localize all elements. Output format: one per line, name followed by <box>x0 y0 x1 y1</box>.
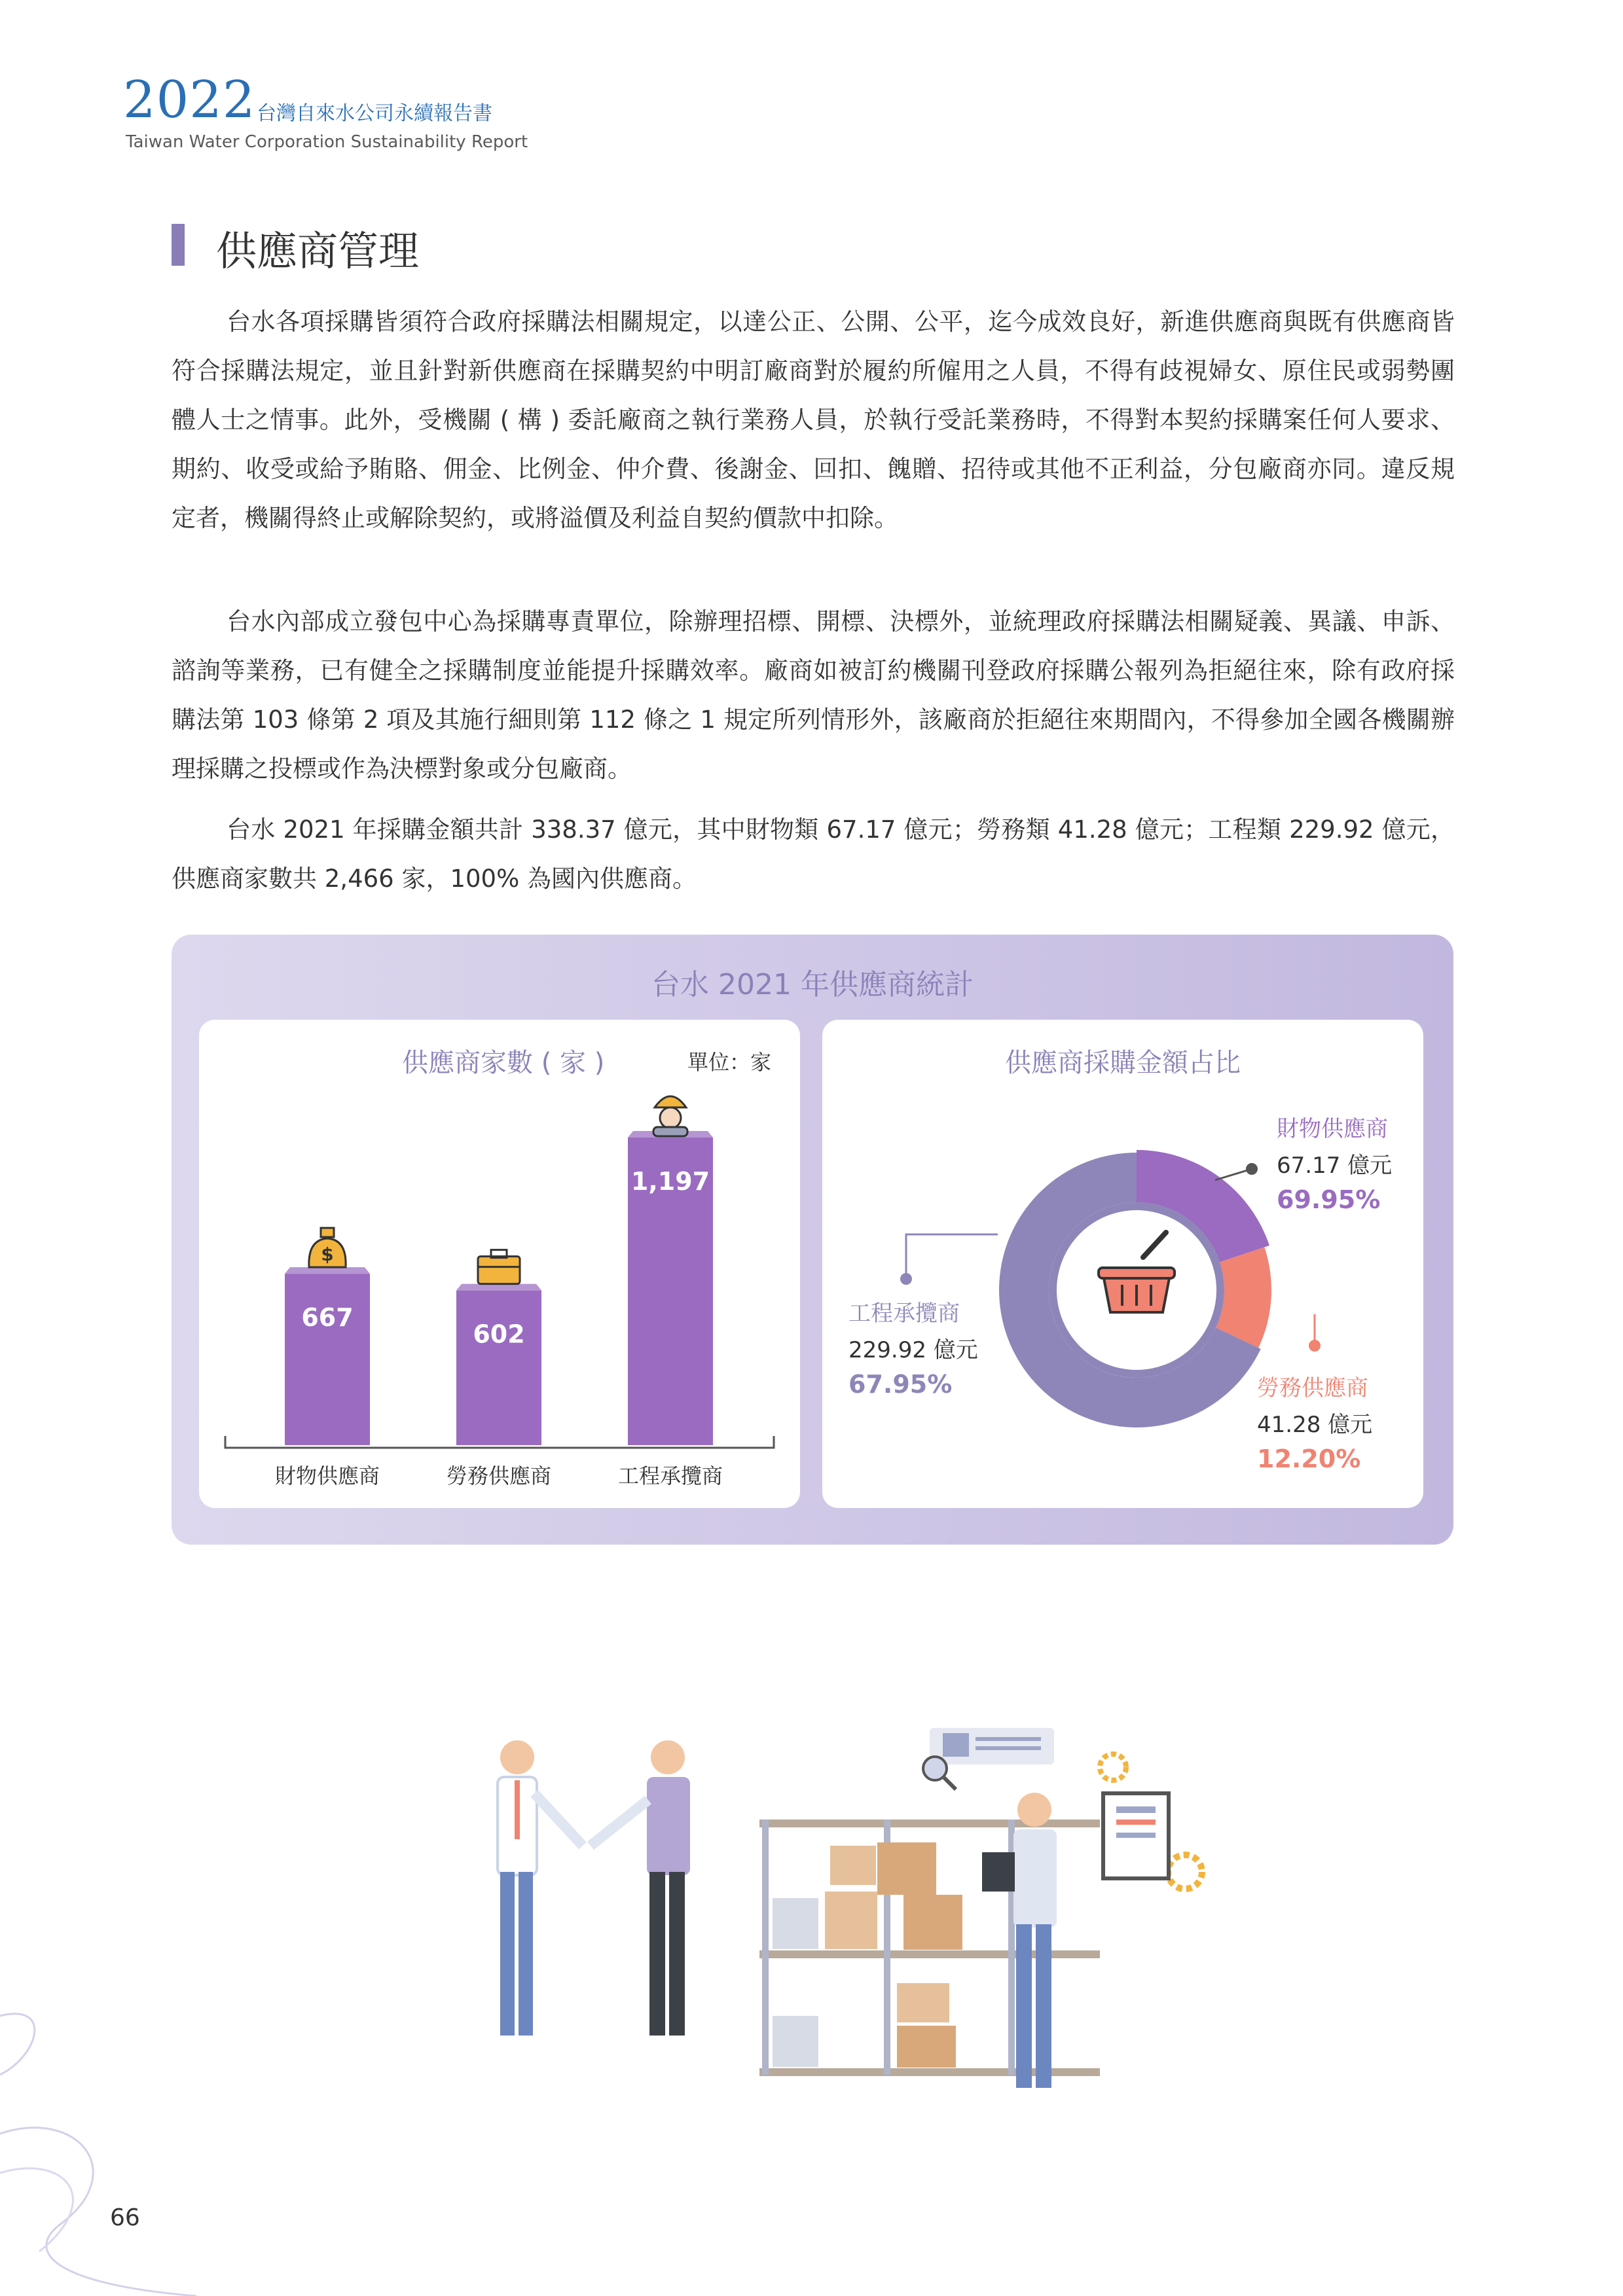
bar-value-label: 1,197 <box>630 1167 710 1196</box>
document-search-icon <box>923 1728 1054 1789</box>
report-title-zh: 台灣自來水公司永續報告書 <box>257 102 492 125</box>
bar-1 <box>285 1274 370 1445</box>
pie-chart-panel <box>822 1020 1423 1508</box>
purchase-share-donut-chart <box>822 1020 1423 1508</box>
slice-percent-label: 12.20% <box>1257 1444 1361 1473</box>
page-number: 66 <box>110 2204 140 2231</box>
pie-chart-title: 供應商採購金額占比 <box>1005 1048 1241 1078</box>
worker-helmet-icon <box>653 1096 687 1136</box>
business-handshake-warehouse-illustration <box>471 1728 1231 2134</box>
section-marker <box>172 224 185 266</box>
slice-percent-label: 69.95% <box>1277 1185 1381 1214</box>
slice-name-label: 工程承攬商 <box>848 1300 960 1327</box>
paragraph-2: 台水內部成立發包中心為採購專責單位，除辦理招標、開標、決標外，並統理政府採購法相關疑義、異議、申訴、諮詢等業務，已有健全之採購制度並能提升採購效率。廠商如被訂約機關刊登政府採購公報列為拒絕往來，除有政府採購法第 103 條第 2 項及其施行細則第 112 條之 1 規定所列情形外，該廠商於拒絕往來期間內，不得參加全國各機關辦理採購之投標或作為決標對象或分包廠商。 <box>172 607 1455 783</box>
bar-chart-title: 供應商家數 ( 家 ) <box>402 1048 605 1078</box>
leader-line <box>1215 1169 1252 1180</box>
businessman-right-icon <box>591 1740 690 2036</box>
slice-percent-label: 67.95% <box>848 1370 953 1399</box>
briefcase-icon <box>478 1250 520 1284</box>
supplier-stats-box <box>172 935 1453 1545</box>
bar-top-1 <box>285 1267 370 1274</box>
bar-category-label: 工程承攬商 <box>617 1463 723 1488</box>
slice-name-label: 財物供應商 <box>1277 1116 1388 1142</box>
paragraph-3: 台水 2021 年採購金額共計 338.37 億元，其中財物類 67.17 億元；勞務類 41.28 億元；工程類 229.92 億元，供應商家數共 2,466 家，100% 為國內供應商。 <box>172 816 1455 893</box>
slice-amount-label: 229.92 億元 <box>848 1337 978 1363</box>
supplier-count-bar-chart <box>199 1020 800 1508</box>
report-year: 2022 <box>123 71 256 130</box>
paragraph-1: 台水各項採購皆須符合政府採購法相關規定，以達公正、公開、公平，迄今成效良好，新進供應商與既有供應商皆符合採購法規定，並且針對新供應商在採購契約中明訂廠商對於履約所僱用之人員，不得有歧視婦女、原住民或弱勢團體人士之情事。此外，受機關 ( 構 ) 委託廠商之執行業務人員，於執行受託業務時，不得對本契約採購案任何人要求、期約、收受或給予賄賂、佣金、比例金、仲介費、後謝金、回扣、餽贈、招待或其他不正利益，分包廠商亦同。違反規定者，機關得終止或解除契約，或將溢價及利益自契約價款中扣除。 <box>172 308 1455 532</box>
report-title-en: Taiwan Water Corporation Sustainability Report <box>126 132 528 152</box>
leader-line <box>906 1234 998 1279</box>
leader-dot <box>900 1273 912 1285</box>
bar-chart-panel <box>199 1020 800 1508</box>
warehouse-worker-icon <box>982 1793 1057 2088</box>
bar-value-label: 602 <box>473 1319 525 1349</box>
slice-amount-label: 67.17 億元 <box>1277 1153 1393 1179</box>
clipboard-icon <box>1103 1793 1169 1878</box>
slice-amount-label: 41.28 億元 <box>1257 1412 1373 1438</box>
businessman-left-icon <box>498 1740 583 2036</box>
bar-chart-unit: 單位：家 <box>687 1050 772 1075</box>
bar-category-label: 勞務供應商 <box>446 1463 552 1488</box>
svg-text:$: $ <box>321 1244 334 1266</box>
money-bag-icon <box>309 1228 346 1267</box>
bar-category-label: 財物供應商 <box>274 1463 380 1488</box>
bar-2 <box>456 1291 541 1445</box>
slice-name-label: 勞務供應商 <box>1257 1375 1368 1401</box>
decorative-wave-lines <box>0 1977 236 2296</box>
stats-box-title: 台水 2021 年供應商統計 <box>651 968 974 1001</box>
bar-value-label: 667 <box>301 1303 354 1333</box>
section-title: 供應商管理 <box>216 227 420 275</box>
